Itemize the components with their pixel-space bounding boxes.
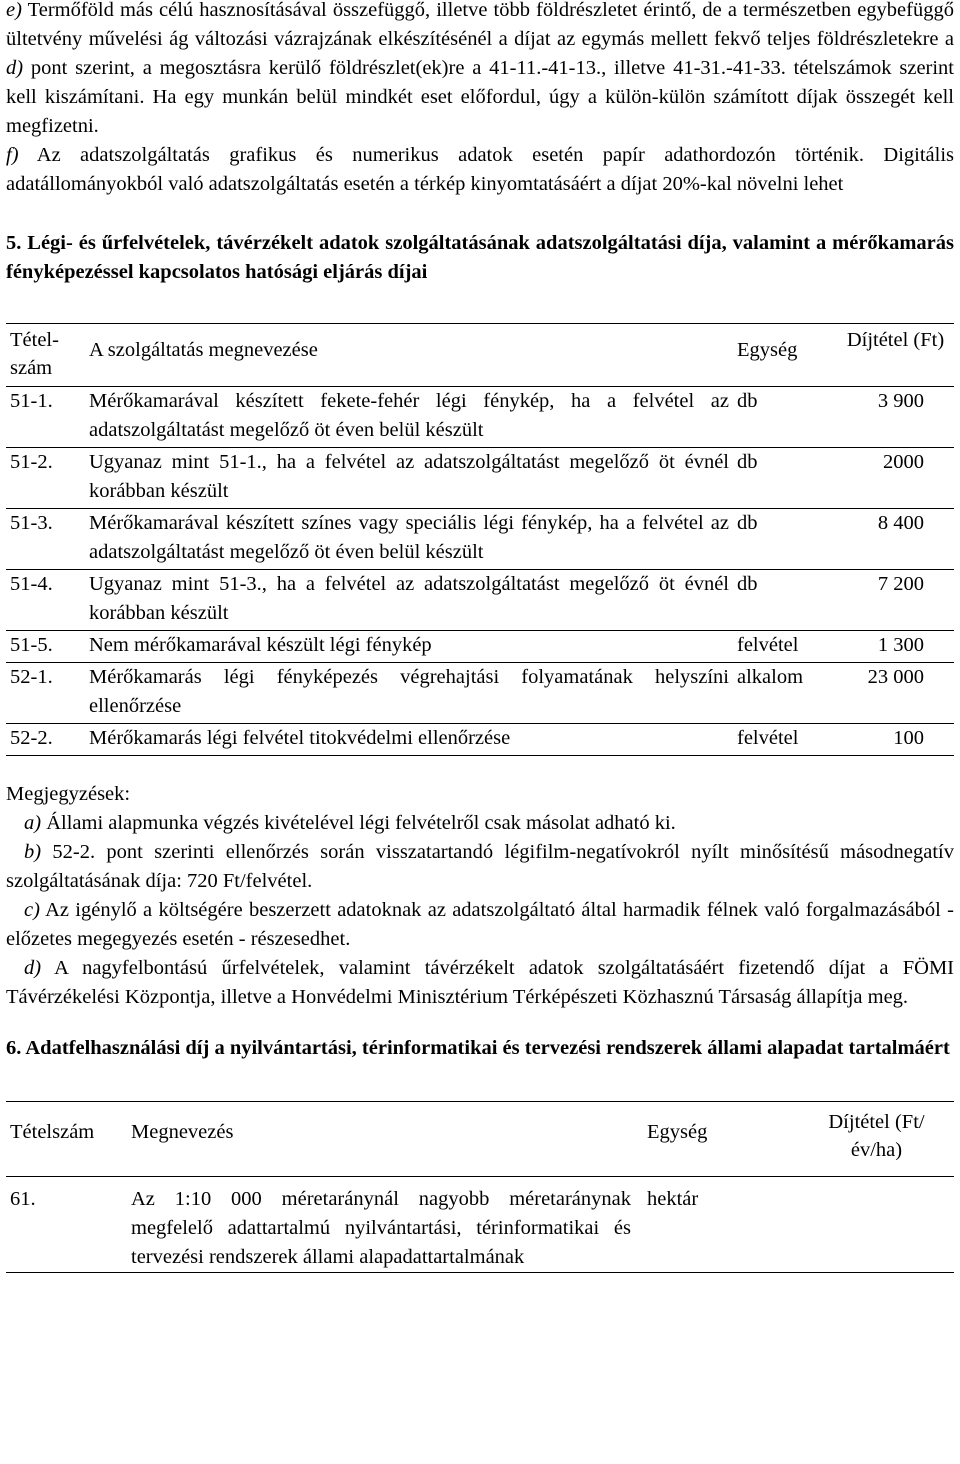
row-name: Mérőkamarával készített színes vagy speciális légi fénykép, ha a felvétel az adatszolgáltatást megelőző öt éven belül készült — [85, 509, 733, 570]
row-unit: db — [733, 387, 837, 448]
row-fee: 1 300 — [837, 631, 954, 663]
row-fee: 23 000 — [837, 663, 954, 724]
table-row — [6, 448, 954, 509]
header-name: Megnevezés — [127, 1102, 643, 1177]
table-header-row — [6, 324, 954, 387]
row-code: 61. — [10, 1188, 36, 1210]
table-row — [6, 631, 954, 663]
row-unit: hektár — [647, 1188, 699, 1210]
note-marker: a) — [24, 812, 42, 834]
row-unit: alkalom — [733, 663, 837, 724]
row-code: 51-5. — [6, 631, 85, 663]
header-code: Tételszám — [6, 1102, 127, 1177]
table-row — [6, 387, 954, 448]
row-code: 51-2. — [6, 448, 85, 509]
row-name: Ugyanaz mint 51-3., ha a felvétel az adatszolgáltatást megelőző öt évnél korábban készült — [85, 570, 733, 631]
notes-title: Megjegyzések: — [6, 783, 131, 805]
header-unit: Egység — [733, 324, 837, 387]
row-name: Az 1:10 000 méretaránynál nagyobb méretaránynak megfelelő adattartalmú nyilvántartási, térinformatikai és tervezési rendszerek állami alapadattartalmának — [131, 1188, 631, 1268]
paragraph-e-text-2: pont szerint, a megosztásra kerülő földrészlet(ek)re a 41-11.-41-13., illetve 41-31.-41-33. tételszámok szerint kell kiszámítani. Ha egy munkán belül mindkét eset előfordul, úgy a külön-külön számított díjak összegét kell megfizetni. — [6, 57, 955, 137]
item-marker-f: f) — [6, 144, 19, 166]
note-marker: d) — [24, 957, 42, 979]
note-marker: b) — [24, 841, 42, 863]
section-5-table — [6, 323, 954, 756]
section-5-heading: 5. Légi- és űrfelvételek, távérzékelt adatok szolgáltatásának adatszolgáltatási díja, valamint a mérőkamarás fényképezéssel kapcsolatos hatósági eljárás díjai — [6, 232, 954, 283]
note-a — [6, 809, 954, 838]
row-name: Mérőkamarás légi felvétel titokvédelmi ellenőrzése — [85, 724, 733, 756]
paragraph-e-ref: d) — [6, 57, 24, 79]
paragraph-e-text-1: Termőföld más célú hasznosításával összefüggő, illetve több földrészletet érintő, de a természetben egybefüggő ültetvény művelési ág változási vázrajzának elkészítésénél a díjat az egymás mellett fekvő teljes földrészletekre a — [6, 0, 954, 50]
row-unit: felvétel — [733, 724, 837, 756]
paragraph-e — [6, 0, 954, 141]
header-fee: Díjtétel (Ft) — [837, 324, 954, 387]
row-code: 51-1. — [6, 387, 85, 448]
row-name: Mérőkamarás légi fényképezés végrehajtási folyamatának helyszíni ellenőrzése — [85, 663, 733, 724]
note-b — [6, 838, 954, 896]
table-row — [6, 509, 954, 570]
row-fee: 100 — [837, 724, 954, 756]
row-name: Mérőkamarával készített fekete-fehér légi fénykép, ha a felvétel az adatszolgáltatást megelőző öt éven belül készült — [85, 387, 733, 448]
table-row — [6, 1177, 954, 1273]
row-fee: 3 900 — [837, 387, 954, 448]
header-fee: Díjtétel (Ft/év/ha) — [799, 1102, 954, 1177]
row-code: 52-1. — [6, 663, 85, 724]
item-marker-e: e) — [6, 0, 22, 21]
note-d — [6, 954, 954, 1012]
document-page — [6, 0, 954, 1273]
paragraph-f-text: Az adatszolgáltatás grafikus és numerikus adatok esetén papír adathordozón történik. Digitális adatállományokból való adatszolgáltatás esetén a térkép kinyomtatásáért a díjat 20%-kal növelni lehet — [6, 144, 955, 195]
row-unit: db — [733, 448, 837, 509]
note-text: Állami alapmunka végzés kivételével légi felvételről csak másolat adható ki. — [46, 812, 676, 834]
table-row — [6, 724, 954, 756]
header-name: A szolgáltatás megnevezése — [85, 324, 733, 387]
row-fee — [799, 1177, 954, 1273]
note-c — [6, 896, 954, 954]
row-code: 52-2. — [6, 724, 85, 756]
note-text: A nagyfelbontású űrfelvételek, valamint távérzékelt adatok szolgáltatásáért fizetendő díjat a FÖMI Távérzékelési Központja, illetve a Honvédelmi Minisztérium Térképészeti Közhasznú Társaság állapítja meg. — [6, 957, 954, 1008]
section-6-heading: 6. Adatfelhasználási díj a nyilvántartási, térinformatikai és tervezési rendszerek állami alapadat tartalmáért — [6, 1037, 950, 1059]
table-row — [6, 570, 954, 631]
row-fee: 2000 — [837, 448, 954, 509]
note-marker: c) — [24, 899, 40, 921]
row-unit: felvétel — [733, 631, 837, 663]
row-unit: db — [733, 570, 837, 631]
row-fee: 8 400 — [837, 509, 954, 570]
row-name: Ugyanaz mint 51-1., ha a felvétel az adatszolgáltatást megelőző öt évnél korábban készült — [85, 448, 733, 509]
header-unit: Egység — [643, 1102, 799, 1177]
row-name: Nem mérőkamarával készült légi fénykép — [85, 631, 733, 663]
note-text: Az igénylő a költségére beszerzett adatoknak az adatszolgáltató által harmadik félnek való forgalmazásából - előzetes megegyezés esetén - részesedhet. — [6, 899, 954, 950]
table-row — [6, 663, 954, 724]
paragraph-f — [6, 141, 954, 199]
table-header-row — [6, 1102, 954, 1177]
row-fee: 7 200 — [837, 570, 954, 631]
row-unit: db — [733, 509, 837, 570]
header-code: Tétel-szám — [6, 324, 85, 387]
note-text: 52-2. pont szerinti ellenőrzés során visszatartandó légifilm-negatívokról nyílt minősítésű másodnegatív szolgáltatásának díja: 720 Ft/felvétel. — [6, 841, 955, 892]
row-code: 51-4. — [6, 570, 85, 631]
section-6-table — [6, 1101, 954, 1273]
notes-block — [6, 780, 954, 1012]
row-code: 51-3. — [6, 509, 85, 570]
